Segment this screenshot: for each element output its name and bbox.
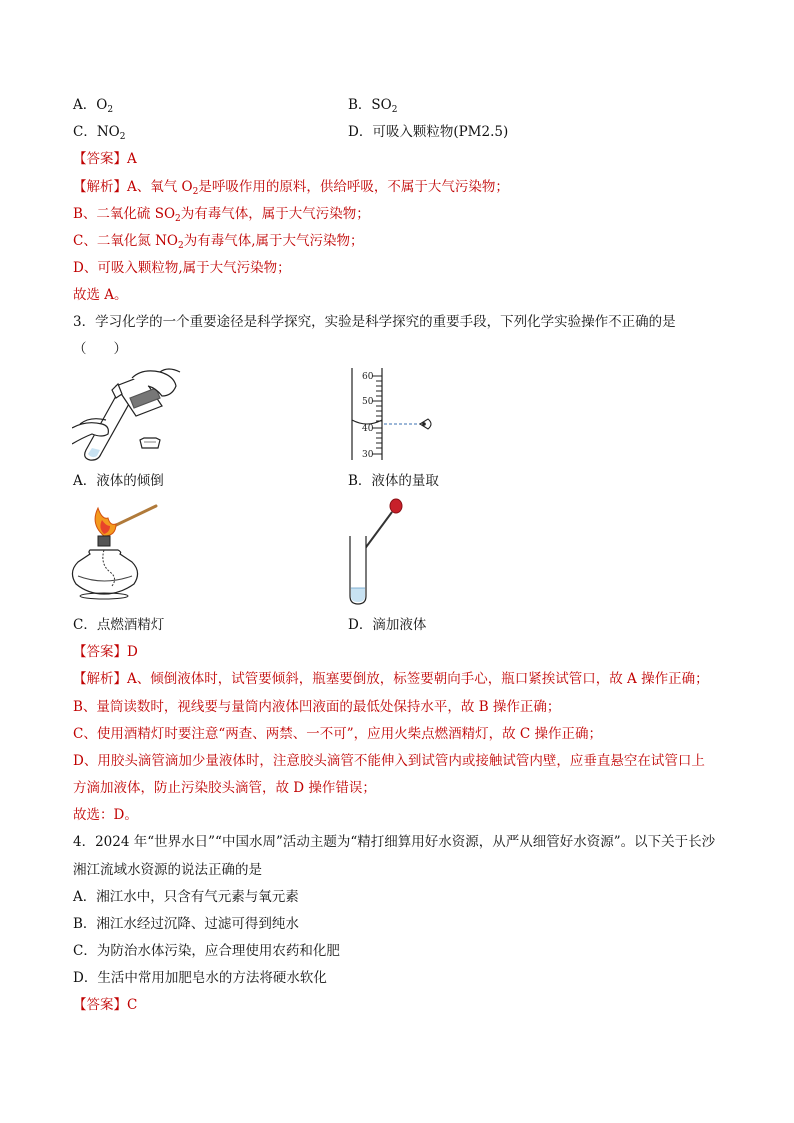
graduated-cylinder-figure xyxy=(344,366,444,462)
q3-option-c-caption: C．点燃酒精灯 xyxy=(73,617,165,633)
q3-analysis-line-3: C、使用酒精灯时要注意“两查、两禁、一不可”，应用火柴点燃酒精灯，故 C 操作正确； xyxy=(73,726,603,742)
q2-option-a: A．$O_2$ xyxy=(73,97,114,115)
alcohol-lamp-figure xyxy=(70,502,160,602)
q4-stem-line-1: 4．2024 年“世界水日”“中国水周”活动主题为“精打细算用好水资源，从严从细管好水资源”。以下关于长沙 xyxy=(73,834,716,850)
q3-option-a-caption: A．液体的倾倒 xyxy=(73,473,164,489)
tick-label-50: 50 xyxy=(362,397,374,407)
q4-answer: 【答案】C xyxy=(73,997,138,1013)
q4-option-b: B．湘江水经过沉降、过滤可得到纯水 xyxy=(73,916,299,932)
q3-analysis-line-2: B、量筒读数时，视线要与量筒内液体凹液面的最低处保持水平，故 B 操作正确； xyxy=(73,699,561,715)
q3-paren: （ ） xyxy=(73,341,127,357)
q3-analysis-line-1: 【解析】A、倾倒液体时，试管要倾斜，瓶塞要倒放，标签要朝向手心，瓶口紧挨试管口，故 A 操作正确； xyxy=(73,671,709,687)
q3-answer: 【答案】D xyxy=(73,644,138,660)
q2-analysis-line-3: C、二氧化氮 $NO_2$为有毒气体,属于大气污染物； xyxy=(73,233,364,251)
q2-analysis-line-4: D、可吸入颗粒物,属于大气污染物； xyxy=(73,260,291,276)
tick-label-30: 30 xyxy=(362,450,374,460)
q2-answer: 【答案】A xyxy=(73,151,137,167)
q3-option-b-caption: B．液体的量取 xyxy=(348,473,439,489)
q3-conclusion: 故选：D。 xyxy=(73,807,138,823)
q2-option-d: D．可吸入颗粒物(PM2.5) xyxy=(348,124,509,140)
tick-label-40: 40 xyxy=(362,424,374,434)
q3-option-d-caption: D．滴加液体 xyxy=(348,617,427,633)
q3-stem: 3．学习化学的一个重要途径是科学探究，实验是科学探究的重要手段，下列化学实验操作不正确的是 xyxy=(73,314,676,330)
q2-conclusion: 故选 A。 xyxy=(73,287,128,303)
q4-option-d: D．生活中常用加肥皂水的方法将硬水软化 xyxy=(73,970,327,986)
q2-analysis-line-1: 【解析】A、氧气 $O_2$是呼吸作用的原料，供给呼吸，不属于大气污染物； xyxy=(73,179,509,197)
q4-option-a: A．湘江水中，只含有气元素与氧元素 xyxy=(73,889,299,905)
q3-analysis-line-4: D、用胶头滴管滴加少量液体时，注意胶头滴管不能伸入到试管内或接触试管内壁，应垂直悬空在试管口上 xyxy=(73,753,705,769)
q4-option-c: C．为防治水体污染，应合理使用农药和化肥 xyxy=(73,943,340,959)
dropper-figure xyxy=(342,498,412,606)
q2-option-c: C．$NO_2$ xyxy=(73,124,126,142)
q4-stem-line-2: 湘江流域水资源的说法正确的是 xyxy=(73,862,262,878)
tick-label-60: 60 xyxy=(362,372,374,382)
pouring-liquid-figure xyxy=(72,368,187,463)
q3-analysis-line-5: 方滴加液体，防止污染胶头滴管，故 D 操作错误； xyxy=(73,780,376,796)
q2-analysis-line-2: B、二氧化硫 $SO_2$为有毒气体，属于大气污染物； xyxy=(73,206,370,224)
q2-option-b: B．$SO_2$ xyxy=(348,97,398,115)
